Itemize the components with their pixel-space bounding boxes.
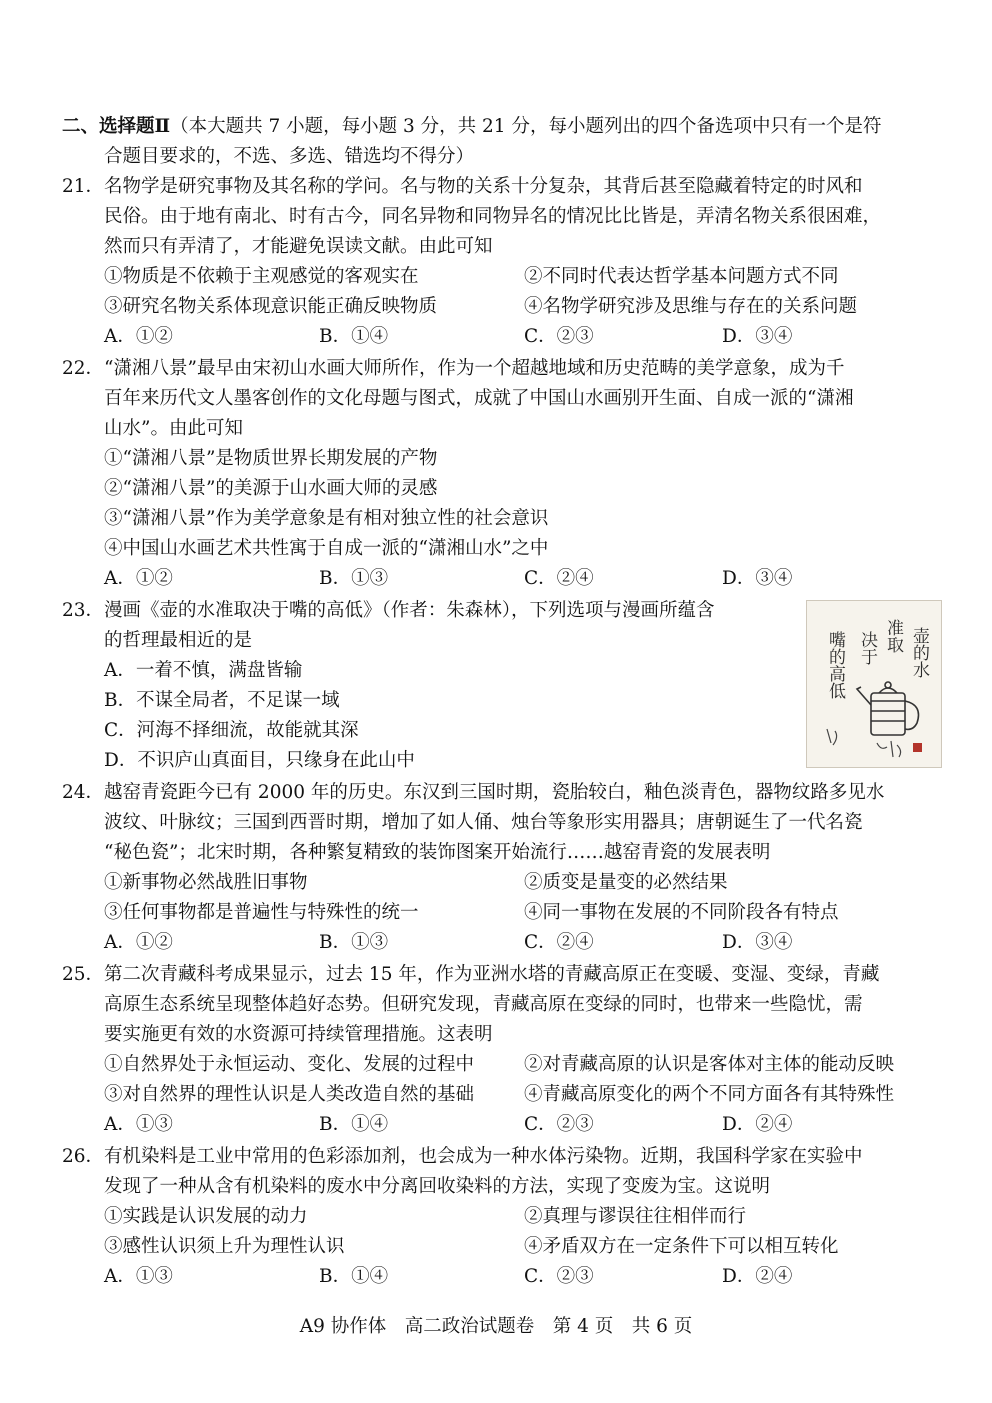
section-header (62, 114, 881, 140)
question-24-statement: ③任何事物都是普遍性与特殊性的统一 (104, 902, 419, 923)
question-23-choice-a[interactable]: A．一着不慎，满盘皆输 (104, 660, 303, 681)
question-24-choice-d[interactable]: D．③④ (722, 932, 793, 953)
question-26-choice-d[interactable]: D．②④ (722, 1266, 793, 1287)
page-footer: A9 协作体 高二政治试题卷 第 4 页 共 6 页 (299, 1316, 693, 1337)
question-21-choice-d[interactable]: D．③④ (722, 326, 793, 347)
question-22-stem-line: 山水”。由此可知 (104, 418, 243, 439)
artist-signature-icon (827, 729, 901, 757)
question-24-statement: ①新事物必然战胜旧事物 (104, 872, 308, 893)
question-21-statement: ②不同时代表达哲学基本问题方式不同 (524, 266, 839, 287)
question-22-choice-a[interactable]: A．①② (104, 568, 173, 589)
question-24-choice-b[interactable]: B．①③ (319, 932, 389, 953)
question-26-statement: ②真理与谬误往往相伴而行 (524, 1206, 747, 1227)
question-25-choice-c[interactable]: C．②③ (524, 1114, 594, 1135)
question-22-choice-b[interactable]: B．①③ (319, 568, 389, 589)
question-24-choice-c[interactable]: C．②④ (524, 932, 594, 953)
question-21-statement: ①物质是不依赖于主观感觉的客观实在 (104, 266, 419, 287)
question-22-choice-c[interactable]: C．②④ (524, 568, 594, 589)
comic-caption-col3: 决于 (857, 631, 877, 665)
question-25-stem-line: 要实施更有效的水资源可持续管理措施。这表明 (104, 1024, 493, 1045)
question-25-stem-line: 高原生态系统呈现整体趋好态势。但研究发现，青藏高原在变绿的同时，也带来一些隐忧，需 (104, 994, 863, 1015)
question-21-statement: ③研究名物关系体现意识能正确反映物质 (104, 296, 438, 317)
question-24-choice-a[interactable]: A．①② (104, 932, 173, 953)
comic-caption-col4: 嘴的高低 (825, 631, 845, 699)
question-25-statement: ①自然界处于永恒运动、变化、发展的过程中 (104, 1054, 475, 1075)
question-21-choice-a[interactable]: A．①② (104, 326, 173, 347)
section-title: 二、选择题Ⅱ (62, 116, 171, 137)
teapot-icon (857, 682, 919, 735)
question-25-statement: ②对青藏高原的认识是客体对主体的能动反映 (524, 1054, 895, 1075)
question-23-choice-b[interactable]: B．不谋全局者，不足谋一域 (104, 690, 340, 711)
question-22-statement: ②“潇湘八景”的美源于山水画大师的灵感 (104, 478, 438, 499)
comic-caption-col1: 壶的水 (909, 627, 929, 678)
question-21-stem-line: 21．名物学是研究事物及其名称的学问。名与物的关系十分复杂，其背后甚至隐藏着特定的时风和 (62, 176, 863, 197)
question-26-choice-b[interactable]: B．①④ (319, 1266, 389, 1287)
teapot-comic-drawing (807, 601, 941, 767)
red-seal-stamp-icon (913, 743, 922, 752)
question-23-stem-line: 23．漫画《壶的水准取决于嘴的高低》（作者：朱森林），下列选项与漫画所蕴含 (62, 600, 715, 621)
question-21-stem-line: 然而只有弄清了，才能避免误读文献。由此可知 (104, 236, 493, 257)
question-26-statement: ①实践是认识发展的动力 (104, 1206, 308, 1227)
question-24-stem-line: 波纹、叶脉纹；三国到西晋时期，增加了如人俑、烛台等象形实用器具；唐朝诞生了一代名瓷 (104, 812, 863, 833)
question-21-stem-line: 民俗。由于地有南北、时有古今，同名异物和同物异名的情况比比皆是，弄清名物关系很困难， (104, 206, 882, 227)
question-21-statement: ④名物学研究涉及思维与存在的关系问题 (524, 296, 858, 317)
question-25-choice-a[interactable]: A．①③ (104, 1114, 173, 1135)
question-25-choice-d[interactable]: D．②④ (722, 1114, 793, 1135)
section-note: （本大题共 7 小题，每小题 3 分，共 21 分，每小题列出的四个备选项中只有一个是符 (170, 116, 882, 137)
question-23-choice-d[interactable]: D．不识庐山真面目，只缘身在此山中 (104, 750, 415, 771)
section-note-continued: 合题目要求的，不选、多选、错选均不得分） (104, 146, 475, 167)
question-25-statement: ④青藏高原变化的两个不同方面各有其特殊性 (524, 1084, 895, 1105)
question-25-statement: ③对自然界的理性认识是人类改造自然的基础 (104, 1084, 475, 1105)
question-22-statement: ③“潇湘八景”作为美学意象是有相对独立性的社会意识 (104, 508, 549, 529)
question-26-stem-line: 26．有机染料是工业中常用的色彩添加剂，也会成为一种水体污染物。近期，我国科学家在实验中 (62, 1146, 863, 1167)
teapot-comic-illustration (806, 600, 942, 768)
question-23-stem-line: 的哲理最相近的是 (104, 630, 253, 651)
question-22-stem-line: 22．“潇湘八景”最早由宋初山水画大师所作，作为一个超越地域和历史范畴的美学意象，成为千 (62, 358, 845, 379)
question-26-choice-c[interactable]: C．②③ (524, 1266, 594, 1287)
question-26-statement: ③感性认识须上升为理性认识 (104, 1236, 345, 1257)
question-24-statement: ②质变是量变的必然结果 (524, 872, 728, 893)
question-21-choice-b[interactable]: B．①④ (319, 326, 389, 347)
question-22-statement: ①“潇湘八景”是物质世界长期发展的产物 (104, 448, 438, 469)
question-26-statement: ④矛盾双方在一定条件下可以相互转化 (524, 1236, 839, 1257)
question-22-choice-d[interactable]: D．③④ (722, 568, 793, 589)
question-25-choice-b[interactable]: B．①④ (319, 1114, 389, 1135)
question-24-stem-line: “秘色瓷”；北宋时期，各种繁复精致的装饰图案开始流行……越窑青瓷的发展表明 (104, 842, 771, 863)
question-26-stem-line: 发现了一种从含有机染料的废水中分离回收染料的方法，实现了变废为宝。这说明 (104, 1176, 771, 1197)
question-24-stem-line: 24．越窑青瓷距今已有 2000 年的历史。东汉到三国时期，瓷胎较白，釉色淡青色，器物纹路多见水 (62, 782, 885, 803)
question-25-stem-line: 25．第二次青藏科考成果显示，过去 15 年，作为亚洲水塔的青藏高原正在变暖、变湿、变绿，青藏 (62, 964, 880, 985)
comic-caption-col2: 准取 (883, 619, 903, 653)
question-23-choice-c[interactable]: C．河海不择细流，故能就其深 (104, 720, 359, 741)
question-24-statement: ④同一事物在发展的不同阶段各有特点 (524, 902, 839, 923)
question-22-statement: ④中国山水画艺术共性寓于自成一派的“潇湘山水”之中 (104, 538, 549, 559)
question-22-stem-line: 百年来历代文人墨客创作的文化母题与图式，成就了中国山水画别开生面、自成一派的“潇湘 (104, 388, 854, 409)
question-21-choice-c[interactable]: C．②③ (524, 326, 594, 347)
question-26-choice-a[interactable]: A．①③ (104, 1266, 173, 1287)
